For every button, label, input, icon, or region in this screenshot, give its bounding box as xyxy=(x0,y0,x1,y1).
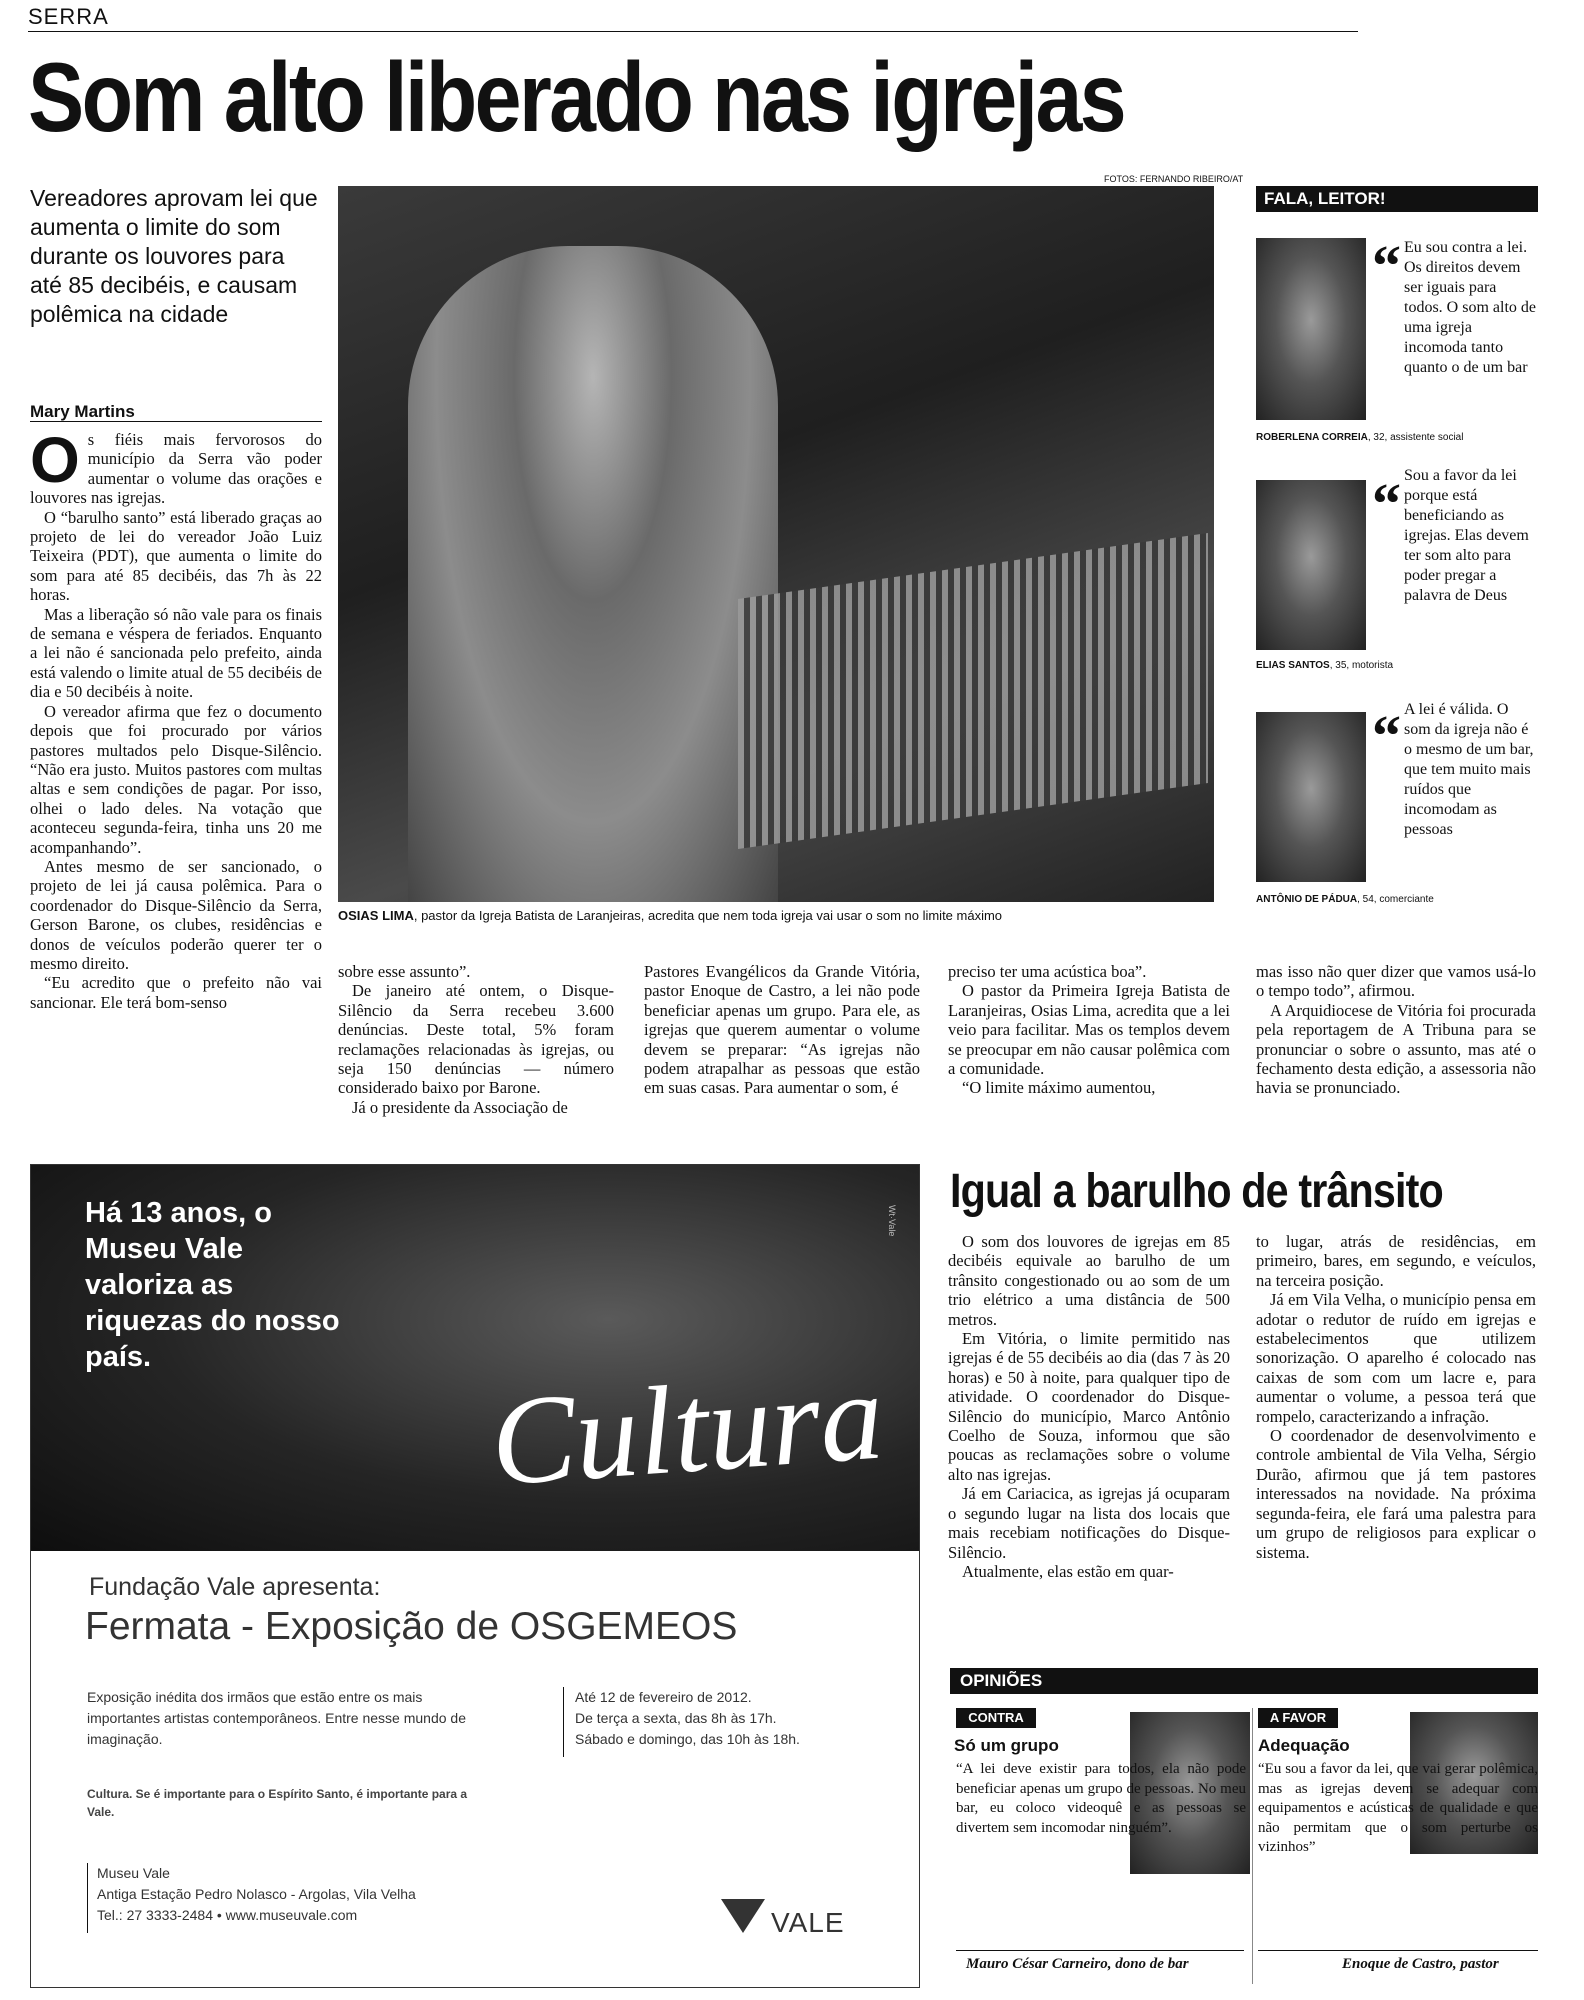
contra-author: Mauro César Carneiro, dono de bar xyxy=(966,1956,1189,1972)
favor-author: Enoque de Castro, pastor xyxy=(1342,1956,1499,1972)
favor-quote: “Eu sou a favor da lei, que vai gerar polêmica, mas as igrejas devem se adequar com equipamentos e acústicas de qualidade e que não permitam que o som perturbe os vizinhos” xyxy=(1258,1761,1538,1855)
fala-leitor-header xyxy=(1256,186,1538,212)
sidebar-paragraph: Em Vitória, o limite permitido nas igrejas é de 55 decibéis ao dia (das 7 às 20 horas) e 50 à noite, para qualquer tipo de atividade. O coordenador do Disque-Silêncio do município, Marco Antônio Coelho de Souza, informou que são poucas as reclamações sobre o volume alto nas igrejas. xyxy=(948,1329,1230,1484)
reader-info: , 35, motorista xyxy=(1329,660,1394,671)
ad-dates xyxy=(575,1687,800,1750)
sidebar-paragraph: Atualmente, elas estão em quar- xyxy=(962,1561,1174,1581)
reader-photo xyxy=(1256,712,1366,882)
sidebar-col-2 xyxy=(1256,1232,1536,1562)
sidebar-paragraph: O som dos louvores de igrejas em 85 decibéis equivale ao barulho de um trânsito congestionado ou ao som de um trio elétrico a uma distância de 500 metros. xyxy=(948,1232,1230,1329)
article-paragraph: mas isso não quer dizer que vamos usá-lo o tempo todo”, afirmou. xyxy=(1256,962,1536,1001)
ad-date-line: Até 12 de fevereiro de 2012. xyxy=(575,1689,752,1705)
section-rule xyxy=(28,31,1358,32)
sidebar-paragraph: Já em Cariacica, as igrejas já ocuparam o segundo lugar na lista dos locais que mais recebiam notificações do Disque-Silêncio. xyxy=(948,1484,1230,1562)
reader-info: , 54, comerciante xyxy=(1357,894,1434,905)
ad-museum-name: Museu Vale xyxy=(97,1865,170,1881)
fala-leitor-title: FALA, LEITOR! xyxy=(1264,189,1386,208)
ad-brand: VALE xyxy=(771,1907,845,1938)
opinioes-title: OPINIÕES xyxy=(960,1671,1043,1690)
article-paragraph: preciso ter uma acústica boa”. xyxy=(948,962,1147,981)
article-paragraph: Mas a liberação só não vale para os finais de semana e véspera de feriados. Enquanto a lei não é sancionada pelo prefeito, ainda está valendo o limite atual de 55 decibéis de dia e 50 decibéis à noite. xyxy=(30,604,322,702)
ad-frame xyxy=(30,1164,920,1988)
article-paragraph: Pastores Evangélicos da Grande Vitória, pastor Enoque de Castro, a lei não pode beneficiar apenas um grupo. Para ele, as igrejas que querem aumentar o volume devem se preparar: “As igrejas não podem atrapalhar as pessoas que estão em suas casas. Para aumentar o som, é xyxy=(644,962,920,1098)
opinioes-divider xyxy=(1252,1708,1253,1984)
photo-person xyxy=(408,246,778,902)
ad-contact: Tel.: 27 3333-2484 • www.museuvale.com xyxy=(97,1907,358,1923)
ad-exhibition: Fermata - Exposição de OSGEMEOS xyxy=(85,1605,738,1648)
quote-open-icon: “ xyxy=(1372,703,1401,768)
contra-tag: CONTRA xyxy=(956,1708,1036,1728)
sidebar-paragraph: Já em Vila Velha, o município pensa em adotar o redutor de ruído em igrejas e estabelecimentos que utilizem sonorização. O aparelho é colocado nas caixas de som com um lacre e, para aumentar o volume, a pessoa terá que rompelo, caracterizando a infração. xyxy=(1256,1290,1536,1426)
article-col-3 xyxy=(644,962,920,1098)
caption-text: , pastor da Igreja Batista de Laranjeiras, acredita que nem toda igreja vai usar o som no limite máximo xyxy=(413,908,1003,923)
quote-open-icon: “ xyxy=(1372,233,1401,298)
drop-cap: O xyxy=(30,424,80,496)
vale-logo-icon xyxy=(721,1899,765,1933)
ad-slogan: Cultura. Se é importante para o Espírito Santo, é importante para a Vale. xyxy=(87,1787,468,1819)
headline: Som alto liberado nas igrejas xyxy=(28,42,1125,152)
ad-script-word: Cultura xyxy=(486,1346,888,1513)
reader-credit xyxy=(1256,432,1463,443)
reader-credit xyxy=(1256,894,1434,905)
reader-quote: Sou a favor da lei porque está beneficiando as igrejas. Elas devem ter som alto para poder pregar a palavra de Deus xyxy=(1404,467,1529,604)
article-paragraph: O vereador afirma que fez o documento depois que foi procurado por vários pastores multados pelo Disque-Silêncio. “Não era justo. Muitos pastores com multas altas e sem condições de pagar. Por isso, olhei o lado deles. Na votação que aconteceu segunda-feira, tinha uns 20 me acompanhando”. xyxy=(30,701,322,857)
article-col-1 xyxy=(30,424,322,1012)
ad-presents: Fundação Vale apresenta: xyxy=(89,1573,381,1601)
sidebar-paragraph: O coordenador de desenvolvimento e controle ambiental de Vila Velha, Sérgio Durão, afirmou que já tem pastores interessados na novidade. Na próxima segunda-feira, ele fará uma palestra para um grupo de religiosos para explicar o sistema. xyxy=(1256,1426,1536,1562)
ad-date-line: Sábado e domingo, das 10h às 18h. xyxy=(575,1731,800,1747)
reader-name: ANTÔNIO DE PÁDUA xyxy=(1256,894,1358,905)
ad-address: Antiga Estação Pedro Nolasco - Argolas, Vila Velha xyxy=(97,1886,416,1902)
main-photo-caption xyxy=(338,908,1218,923)
quote-open-icon: “ xyxy=(1372,471,1401,536)
opinioes-header xyxy=(950,1668,1538,1694)
ad-image xyxy=(31,1165,919,1551)
byline: Mary Martins xyxy=(30,402,135,421)
article-paragraph: A Arquidiocese de Vitória foi procurada pela reportagem de A Tribuna para se pronunciar o sobre o assunto, mas até o fechamento desta edição, a assessoria não havia se pronunciado. xyxy=(1256,1000,1536,1098)
contra-quote: “A lei deve existir para todos, ela não pode beneficiar apenas um grupo de pessoas. No meu bar, eu coloco videoquê e as pessoas se divertem sem incomodar ninguém”. xyxy=(956,1761,1246,1836)
ad-side-code: Wt·Vale xyxy=(887,1205,897,1237)
article-paragraph: O “barulho santo” está liberado graças ao projeto de lei do vereador João Luiz Teixeira (PDT), que aumenta o limite do som para até 85 decibéis, das 7h às 22 horas. xyxy=(30,507,322,605)
reader-quote: Eu sou contra a lei. Os direitos devem ser iguais para todos. O som alto de uma igreja incomoda tanto quanto o de um bar xyxy=(1404,239,1536,376)
photo-mixer xyxy=(738,533,1208,849)
ad-description: Exposição inédita dos irmãos que estão entre os mais importantes artistas contemporâneos. Entre nesse mundo de imaginação. xyxy=(87,1689,466,1747)
photo-credit: FOTOS: FERNANDO RIBEIRO/AT xyxy=(1104,174,1244,184)
article-paragraph: “O limite máximo aumentou, xyxy=(962,1078,1156,1098)
deck: Vereadores aprovam lei que aumenta o limite do som durante os louvores para até 85 decibéis, e causam polêmica na cidade xyxy=(30,185,318,327)
reader-photo xyxy=(1256,238,1366,420)
reader-credit xyxy=(1256,660,1393,671)
ad-date-line: De terça a sexta, das 8h às 17h. xyxy=(575,1710,777,1726)
reader-name: ELIAS SANTOS xyxy=(1256,660,1330,671)
reader-info: , 32, assistente social xyxy=(1367,432,1464,443)
article-col-2 xyxy=(338,962,614,1117)
sidebar-paragraph: to lugar, atrás de residências, em primeiro, bares, em segundo, e veículos, na terceira posição. xyxy=(1256,1232,1536,1290)
reader-quote: A lei é válida. O som da igreja não é o mesmo de um bar, que tem muito mais ruídos que incomodam as pessoas xyxy=(1404,701,1534,838)
ad-info-divider xyxy=(87,1863,88,1933)
article-paragraph: O pastor da Primeira Igreja Batista de Laranjeiras, Osias Lima, acredita que a lei veio para facilitar. Mas os templos devem se preocupar em não causar polêmica com a comunidade. xyxy=(948,981,1230,1079)
reader-photo xyxy=(1256,480,1366,650)
article-paragraph: s fiéis mais fervorosos do município da Serra vão poder aumentar o volume das orações e louvores nas igrejas. xyxy=(30,430,322,508)
article-paragraph: Já o presidente da Associação de xyxy=(352,1097,568,1117)
contra-author-rule xyxy=(956,1950,1244,1951)
article-col-5 xyxy=(1256,962,1536,1098)
caption-name: OSIAS LIMA xyxy=(338,908,414,923)
favor-tag: A FAVOR xyxy=(1258,1708,1338,1728)
contra-heading: Só um grupo xyxy=(954,1736,1059,1755)
ad-divider xyxy=(563,1687,564,1757)
article-paragraph: Antes mesmo de ser sancionado, o projeto de lei já causa polêmica. Para o coordenador do Disque-Silêncio da Serra, Gerson Barone, os clubes, residências e donos de veículos poderão querer ter o mesmo direito. xyxy=(30,856,322,973)
section-label: SERRA xyxy=(28,4,109,29)
sidebar-headline: Igual a barulho de trânsito xyxy=(950,1165,1443,1218)
sidebar-col-1 xyxy=(948,1232,1230,1581)
article-col-4 xyxy=(948,962,1230,1098)
article-paragraph: De janeiro até ontem, o Disque-Silêncio da Serra recebeu 3.600 denúncias. Deste total, 5% foram reclamações relacionadas às igrejas, ou seja 150 denúncias — número considerado baixo por Barone. xyxy=(338,981,614,1098)
byline-rule xyxy=(30,421,322,422)
ad-museum-info xyxy=(97,1863,416,1926)
article-paragraph: sobre esse assunto”. xyxy=(338,962,471,981)
ad-tagline: Há 13 anos, o Museu Vale valoriza as riquezas do nosso país. xyxy=(85,1197,340,1373)
reader-name: ROBERLENA CORREIA xyxy=(1256,432,1368,443)
article-paragraph: “Eu acredito que o prefeito não vai sancionar. Ele terá bom-senso xyxy=(30,973,322,1012)
main-photo xyxy=(338,186,1214,902)
favor-heading: Adequação xyxy=(1258,1736,1350,1755)
favor-author-rule xyxy=(1258,1950,1538,1951)
